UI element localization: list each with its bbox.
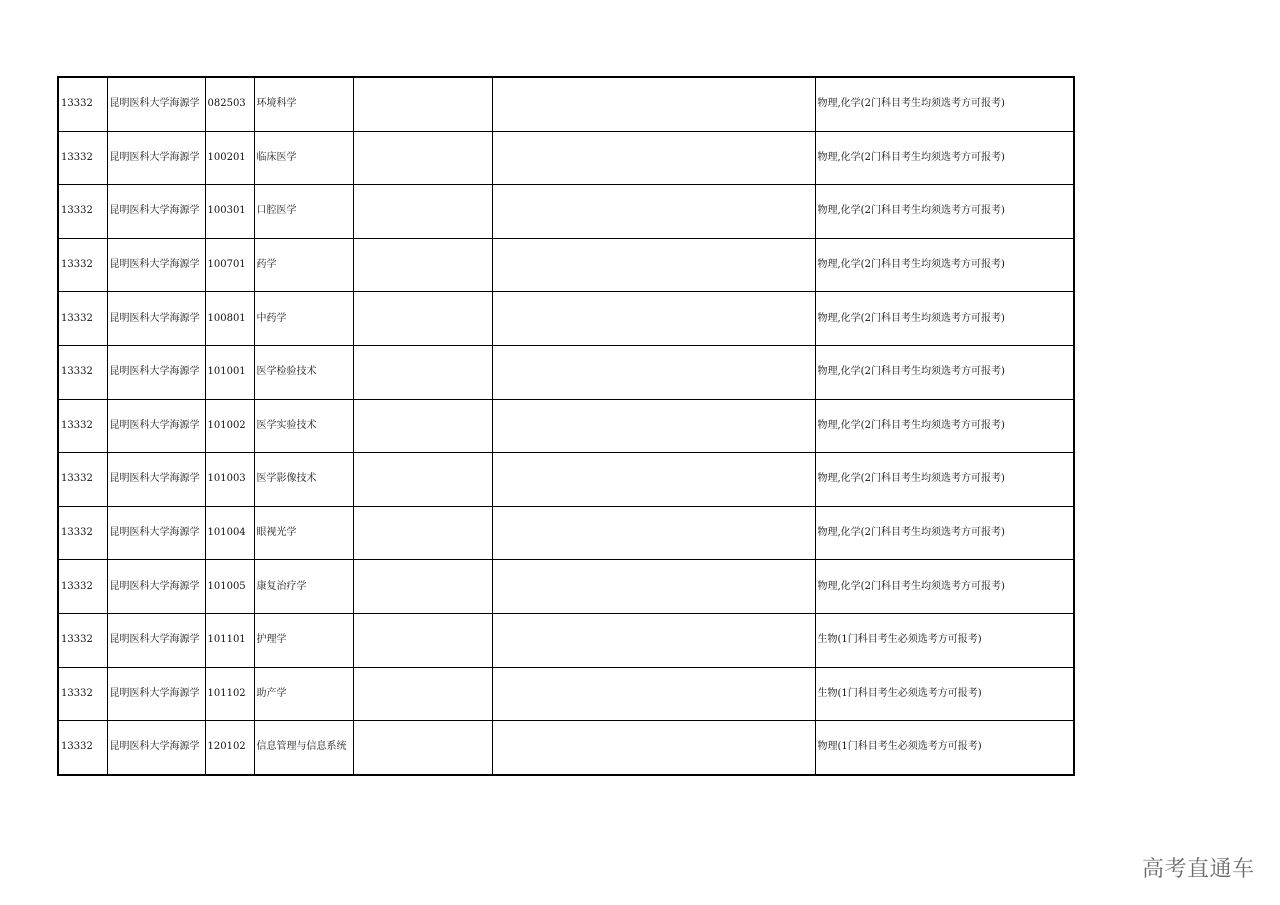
school-name-cell: 昆明医科大学海源学 (107, 345, 205, 399)
subject-requirement-cell: 生物(1门科目考生必须选考方可报考) (815, 613, 1074, 667)
blank-cell (353, 77, 492, 131)
table-body (58, 77, 1074, 775)
school-code-cell: 13332 (58, 399, 107, 453)
major-name-cell: 临床医学 (254, 131, 353, 185)
major-code-cell: 101102 (205, 667, 254, 721)
blank-cell (353, 345, 492, 399)
major-name-cell: 药学 (254, 238, 353, 292)
blank-cell (353, 399, 492, 453)
school-name-cell: 昆明医科大学海源学 (107, 77, 205, 131)
table-row (58, 453, 1074, 507)
major-code-cell: 101101 (205, 613, 254, 667)
subject-requirement-cell: 物理,化学(2门科目考生均须选考方可报考) (815, 345, 1074, 399)
major-name-cell: 医学检验技术 (254, 345, 353, 399)
school-code-cell: 13332 (58, 506, 107, 560)
subject-requirement-cell: 物理,化学(2门科目考生均须选考方可报考) (815, 560, 1074, 614)
school-code-cell: 13332 (58, 453, 107, 507)
table-row (58, 131, 1074, 185)
school-code-cell: 13332 (58, 613, 107, 667)
major-name-cell: 中药学 (254, 292, 353, 346)
school-code-cell: 13332 (58, 560, 107, 614)
school-name-cell: 昆明医科大学海源学 (107, 453, 205, 507)
subject-requirement-cell: 物理,化学(2门科目考生均须选考方可报考) (815, 453, 1074, 507)
major-code-cell: 120102 (205, 721, 254, 775)
subject-requirement-cell: 物理,化学(2门科目考生均须选考方可报考) (815, 238, 1074, 292)
blank-cell (492, 560, 815, 614)
school-name-cell: 昆明医科大学海源学 (107, 185, 205, 239)
blank-cell (353, 667, 492, 721)
table-row (58, 560, 1074, 614)
subject-requirement-cell: 物理,化学(2门科目考生均须选考方可报考) (815, 77, 1074, 131)
school-code-cell: 13332 (58, 77, 107, 131)
blank-cell (492, 453, 815, 507)
subject-requirement-cell: 物理(1门科目考生必须选考方可报考) (815, 721, 1074, 775)
subject-requirement-cell: 物理,化学(2门科目考生均须选考方可报考) (815, 506, 1074, 560)
school-name-cell: 昆明医科大学海源学 (107, 131, 205, 185)
major-name-cell: 医学实验技术 (254, 399, 353, 453)
blank-cell (492, 185, 815, 239)
blank-cell (353, 613, 492, 667)
major-name-cell: 护理学 (254, 613, 353, 667)
table-row (58, 292, 1074, 346)
blank-cell (492, 77, 815, 131)
major-code-cell: 100701 (205, 238, 254, 292)
table-row (58, 721, 1074, 775)
school-name-cell: 昆明医科大学海源学 (107, 238, 205, 292)
subject-requirement-cell: 生物(1门科目考生必须选考方可报考) (815, 667, 1074, 721)
major-code-cell: 100201 (205, 131, 254, 185)
blank-cell (353, 721, 492, 775)
major-code-cell: 082503 (205, 77, 254, 131)
blank-cell (353, 560, 492, 614)
school-name-cell: 昆明医科大学海源学 (107, 721, 205, 775)
table-row (58, 613, 1074, 667)
school-name-cell: 昆明医科大学海源学 (107, 399, 205, 453)
subject-requirement-cell: 物理,化学(2门科目考生均须选考方可报考) (815, 399, 1074, 453)
major-code-cell: 101004 (205, 506, 254, 560)
enrollment-table (57, 76, 1075, 776)
blank-cell (353, 292, 492, 346)
major-name-cell: 信息管理与信息系统 (254, 721, 353, 775)
school-code-cell: 13332 (58, 185, 107, 239)
subject-requirement-cell: 物理,化学(2门科目考生均须选考方可报考) (815, 185, 1074, 239)
major-name-cell: 环境科学 (254, 77, 353, 131)
blank-cell (492, 667, 815, 721)
major-code-cell: 101005 (205, 560, 254, 614)
major-code-cell: 101002 (205, 399, 254, 453)
table-row (58, 399, 1074, 453)
school-name-cell: 昆明医科大学海源学 (107, 560, 205, 614)
blank-cell (353, 131, 492, 185)
major-code-cell: 101001 (205, 345, 254, 399)
table-row (58, 185, 1074, 239)
blank-cell (492, 721, 815, 775)
watermark-logo: 高考直通车 (1142, 857, 1255, 882)
table-row (58, 238, 1074, 292)
school-code-cell: 13332 (58, 667, 107, 721)
blank-cell (492, 238, 815, 292)
school-name-cell: 昆明医科大学海源学 (107, 613, 205, 667)
major-code-cell: 100301 (205, 185, 254, 239)
blank-cell (492, 399, 815, 453)
blank-cell (353, 506, 492, 560)
school-code-cell: 13332 (58, 721, 107, 775)
school-code-cell: 13332 (58, 131, 107, 185)
school-code-cell: 13332 (58, 345, 107, 399)
major-name-cell: 助产学 (254, 667, 353, 721)
major-name-cell: 康复治疗学 (254, 560, 353, 614)
table-row (58, 506, 1074, 560)
blank-cell (492, 292, 815, 346)
blank-cell (353, 185, 492, 239)
subject-requirement-cell: 物理,化学(2门科目考生均须选考方可报考) (815, 292, 1074, 346)
school-name-cell: 昆明医科大学海源学 (107, 292, 205, 346)
school-code-cell: 13332 (58, 292, 107, 346)
blank-cell (353, 453, 492, 507)
blank-cell (492, 345, 815, 399)
table-row (58, 667, 1074, 721)
major-name-cell: 眼视光学 (254, 506, 353, 560)
major-code-cell: 100801 (205, 292, 254, 346)
blank-cell (492, 613, 815, 667)
blank-cell (353, 238, 492, 292)
school-code-cell: 13332 (58, 238, 107, 292)
major-code-cell: 101003 (205, 453, 254, 507)
table-row (58, 77, 1074, 131)
blank-cell (492, 131, 815, 185)
major-name-cell: 医学影像技术 (254, 453, 353, 507)
school-name-cell: 昆明医科大学海源学 (107, 506, 205, 560)
table-row (58, 345, 1074, 399)
major-name-cell: 口腔医学 (254, 185, 353, 239)
school-name-cell: 昆明医科大学海源学 (107, 667, 205, 721)
subject-requirement-cell: 物理,化学(2门科目考生均须选考方可报考) (815, 131, 1074, 185)
blank-cell (492, 506, 815, 560)
